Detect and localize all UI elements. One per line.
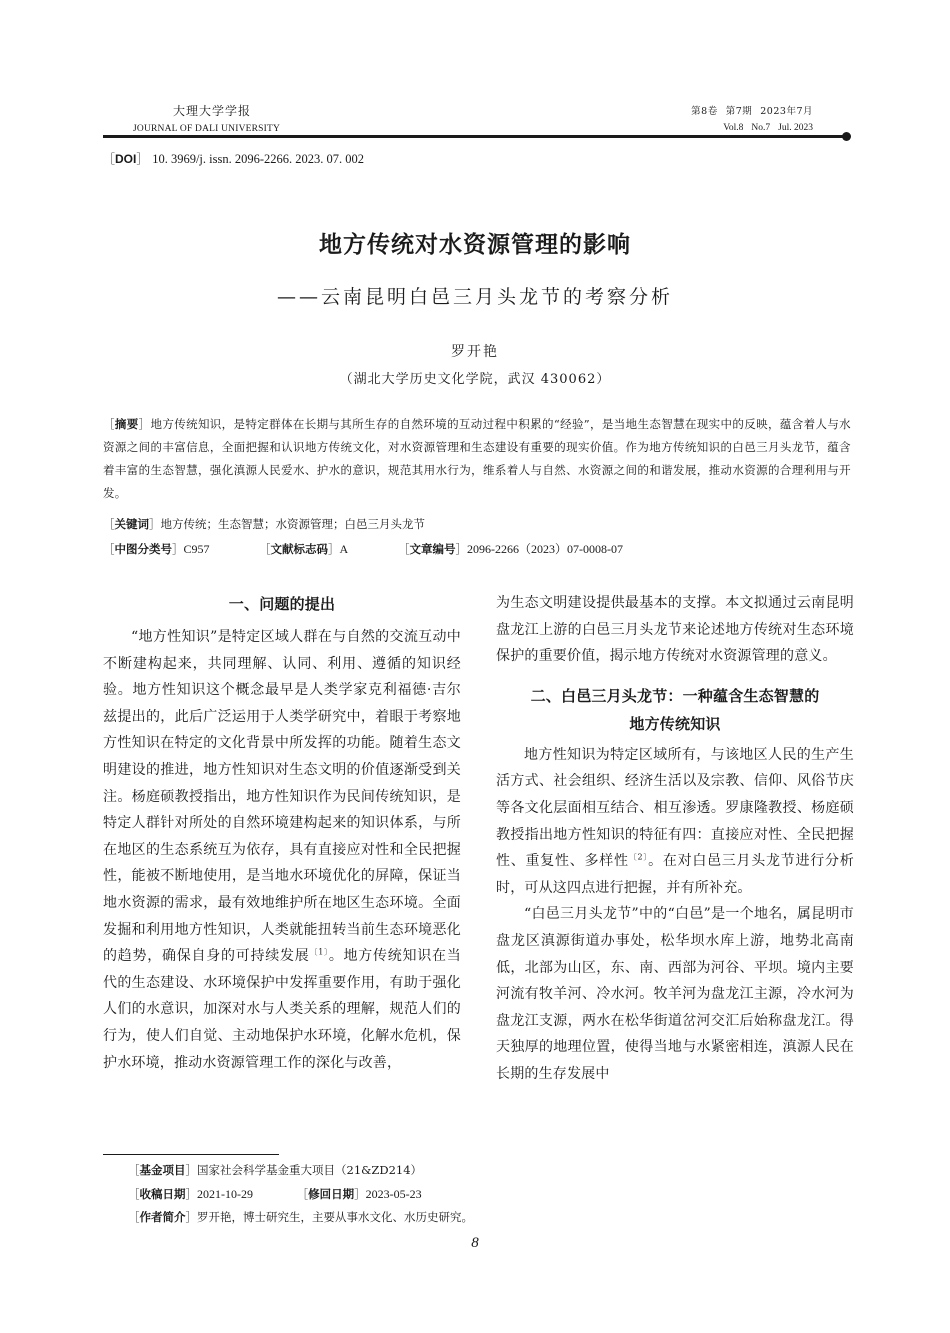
article-number: ［文章编号］2096-2266（2023）07-0008-07: [398, 542, 623, 556]
revised-date: ［修回日期］2023-05-23: [296, 1187, 422, 1201]
footnote-dates: ［收稿日期］2021-10-29 ［修回日期］2023-05-23: [128, 1187, 422, 1201]
keywords-text: 地方传统；生态智慧；水资源管理；白邑三月头龙节: [160, 517, 425, 531]
paragraph-1-text-a: “地方性知识”是特定区域人群在与自然的交流互动中不断建构起来，共同理解、认同、利用、遵循的知识经验。地方性知识这个概念最早是人类学家克利福德·吉尔兹提出的，此后广泛运用于人类学研究中，着眼于考察地方性知识在特定的文化背景中所发挥的功能。随着生态文明建设的推进，地方性知识对生态文明的价值逐渐受到关注。杨庭硕教授指出，地方性知识作为民间传统知识，是特定人群针对所处的自然环境建构起来的知识体系，与所在地区的生态系统互为依存，具有直接应对性和全民把握性，能被不断地使用，是当地水环境优化的屏障，保证当地水资源的需求，最有效地维护所在地区生态环境。全面发掘和利用地方性知识，人类就能扭转当前生态环境恶化的趋势，确保自身的可持续发展: [103, 629, 461, 965]
section-heading-1: 一、问题的提出: [228, 595, 336, 613]
received-value: 2021-10-29: [197, 1187, 253, 1201]
issue-cn: 第7期: [725, 106, 753, 117]
paragraph-3: “白邑三月头龙节”中的“白邑”是一个地名，属昆明市盘龙区滇源街道办事处，松华坝水库上游，地势北高南低，北部为山区，东、南、西部为河谷、平坝。境内主要河流有牧羊河、冷水河。牧羊河为盘龙江主源，冷水河为盘龙江支源，两水在松华街道岔河交汇后始称盘龙江。得天独厚的地理位置，使得当地与水紧密相连，滇源人民在长期的生存发展中: [496, 906, 854, 1082]
paragraph-2: [496, 742, 854, 902]
abstract-text: 地方传统知识，是特定群体在长期与其所生存的自然环境的互动过程中积累的“经验”，是当地生态智慧在现实中的反映，蕴含着人与水资源之间的丰富信息，全面把握和认识地方传统文化，对水资源管理和生态建设有重要的现实价值。作为地方传统知识的白邑三月头龙节，蕴含着丰富的生态智慧，强化滇源人民爱水、护水的意识，规范其用水行为，维系着人与自然、水资源之间的和谐发展，推动水资源的合理利用与开发。: [103, 417, 851, 500]
clc-value: C957: [183, 542, 210, 556]
document-code-label: 文献标志码: [270, 542, 328, 556]
date-en: Jul. 2023: [778, 123, 813, 133]
funding-label: 基金项目: [139, 1163, 186, 1177]
footnote-funding: ［基金项目］国家社会科学基金重大项目（21&ZD214）: [128, 1163, 423, 1177]
citation-1: 〔1〕: [309, 947, 329, 957]
keywords: ［关键词］地方传统；生态智慧；水资源管理；白邑三月头龙节: [103, 517, 425, 531]
author-affiliation: （湖北大学历史文化学院，武汉 430062）: [339, 372, 611, 387]
article-number-label: 文章编号: [409, 542, 456, 556]
issue-en: No.7: [751, 123, 771, 133]
author-bio-value: 罗开艳，博士研究生，主要从事水文化、水历史研究。: [197, 1210, 473, 1224]
doi-line: ［DOI］ 10. 3969/j. issn. 2096-2266. 2023. 07. 002: [103, 152, 365, 166]
revised-value: 2023-05-23: [365, 1187, 422, 1201]
section-heading-2-line1: 二、白邑三月头龙节：一种蕴含生态智慧的: [530, 686, 820, 705]
footnote-author-bio: ［作者简介］罗开艳，博士研究生，主要从事水文化、水历史研究。: [128, 1210, 473, 1224]
journal-masthead: [133, 103, 280, 135]
volume-en: Vol.8: [723, 123, 744, 133]
clc-label: 中图分类号: [114, 542, 172, 556]
page-number: 8: [471, 1235, 479, 1251]
paragraph-1: [103, 624, 461, 1076]
header-rule-dot: [842, 132, 851, 141]
paragraph-1-continued: 为生态文明建设提供最基本的支撑。本文拟通过云南昆明盘龙江上游的白邑三月头龙节来论述地方传统对生态环境保护的重要价值，揭示地方传统对水资源管理的意义。: [496, 595, 854, 665]
volume-cn: 第8卷: [691, 106, 718, 117]
issue-info-cn: [683, 105, 813, 118]
clc-number: ［中图分类号］C957: [103, 542, 210, 556]
paragraph-1-text-b: 。地方传统知识在当代的生态建设、水环境保护中发挥重要作用，有助于强化人们的水意识，加深对水与人类关系的理解，规范人们的行为，使人们自觉、主动地保护水环境，化解水危机，保护水环境，推动水资源管理工作的深化与改善，: [103, 948, 461, 1071]
keywords-label: 关键词: [114, 517, 149, 531]
document-code: ［文献标志码］A: [259, 542, 349, 556]
body-column-left: [103, 590, 461, 1076]
abstract: ［摘要］地方传统知识，是特定群体在长期与其所生存的自然环境的互动过程中积累的“经验”，是当地生态智慧在现实中的反映，蕴含着人与水资源之间的丰富信息，全面把握和认识地方传统文化，对水资源管理和生态建设有重要的现实价值。作为地方传统知识的白邑三月头龙节，蕴含着丰富的生态智慧，强化滇源人民爱水、护水的意识，规范其用水行为，维系着人与自然、水资源之间的和谐发展，推动水资源的合理利用与开发。: [103, 417, 851, 500]
doi-label: DOI: [115, 152, 137, 166]
section-heading-2-line2: 地方传统知识: [629, 714, 721, 733]
author-bio-label: 作者简介: [139, 1210, 186, 1224]
author-name: 罗开艳: [451, 344, 499, 360]
issue-info-en: [683, 122, 813, 134]
section-heading-2: [496, 682, 854, 738]
body-column-right: [496, 590, 854, 1088]
article-title: 地方传统对水资源管理的影响: [319, 232, 631, 258]
abstract-label: 摘要: [114, 417, 139, 431]
journal-name-en: JOURNAL OF DALI UNIVERSITY: [133, 124, 281, 134]
header-rule: [103, 135, 845, 138]
received-label: 收稿日期: [139, 1187, 186, 1201]
article-number-value: 2096-2266（2023）07-0008-07: [467, 542, 623, 556]
doi-value: 10. 3969/j. issn. 2096-2266. 2023. 07. 002: [152, 152, 365, 166]
date-cn: 2023年7月: [760, 106, 813, 117]
document-code-value: A: [339, 542, 349, 556]
citation-2: 〔2〕: [628, 852, 649, 862]
footnote-rule: [103, 1154, 279, 1155]
paragraph-2-text-a: 地方性知识为特定区域所有，与该地区人民的生产生活方式、社会组织、经济生活以及宗教、信仰、风俗节庆等各文化层面相互结合、相互渗透。罗康隆教授、杨庭硕教授指出地方性知识的特征有四：直接应对性、全民把握性、重复性、多样性: [496, 746, 854, 870]
issue-info: [683, 105, 813, 134]
article-subtitle: ——云南昆明白邑三月头龙节的考察分析: [276, 286, 673, 308]
funding-value: 国家社会科学基金重大项目（21&ZD214）: [197, 1163, 423, 1177]
journal-name-cn: 大理大学学报: [173, 104, 252, 118]
revised-label: 修回日期: [308, 1187, 355, 1201]
paragraph-2-text-b: 。在对白邑三月头龙节进行分析时，可从这四点进行把握，并有所补充。: [496, 853, 854, 896]
